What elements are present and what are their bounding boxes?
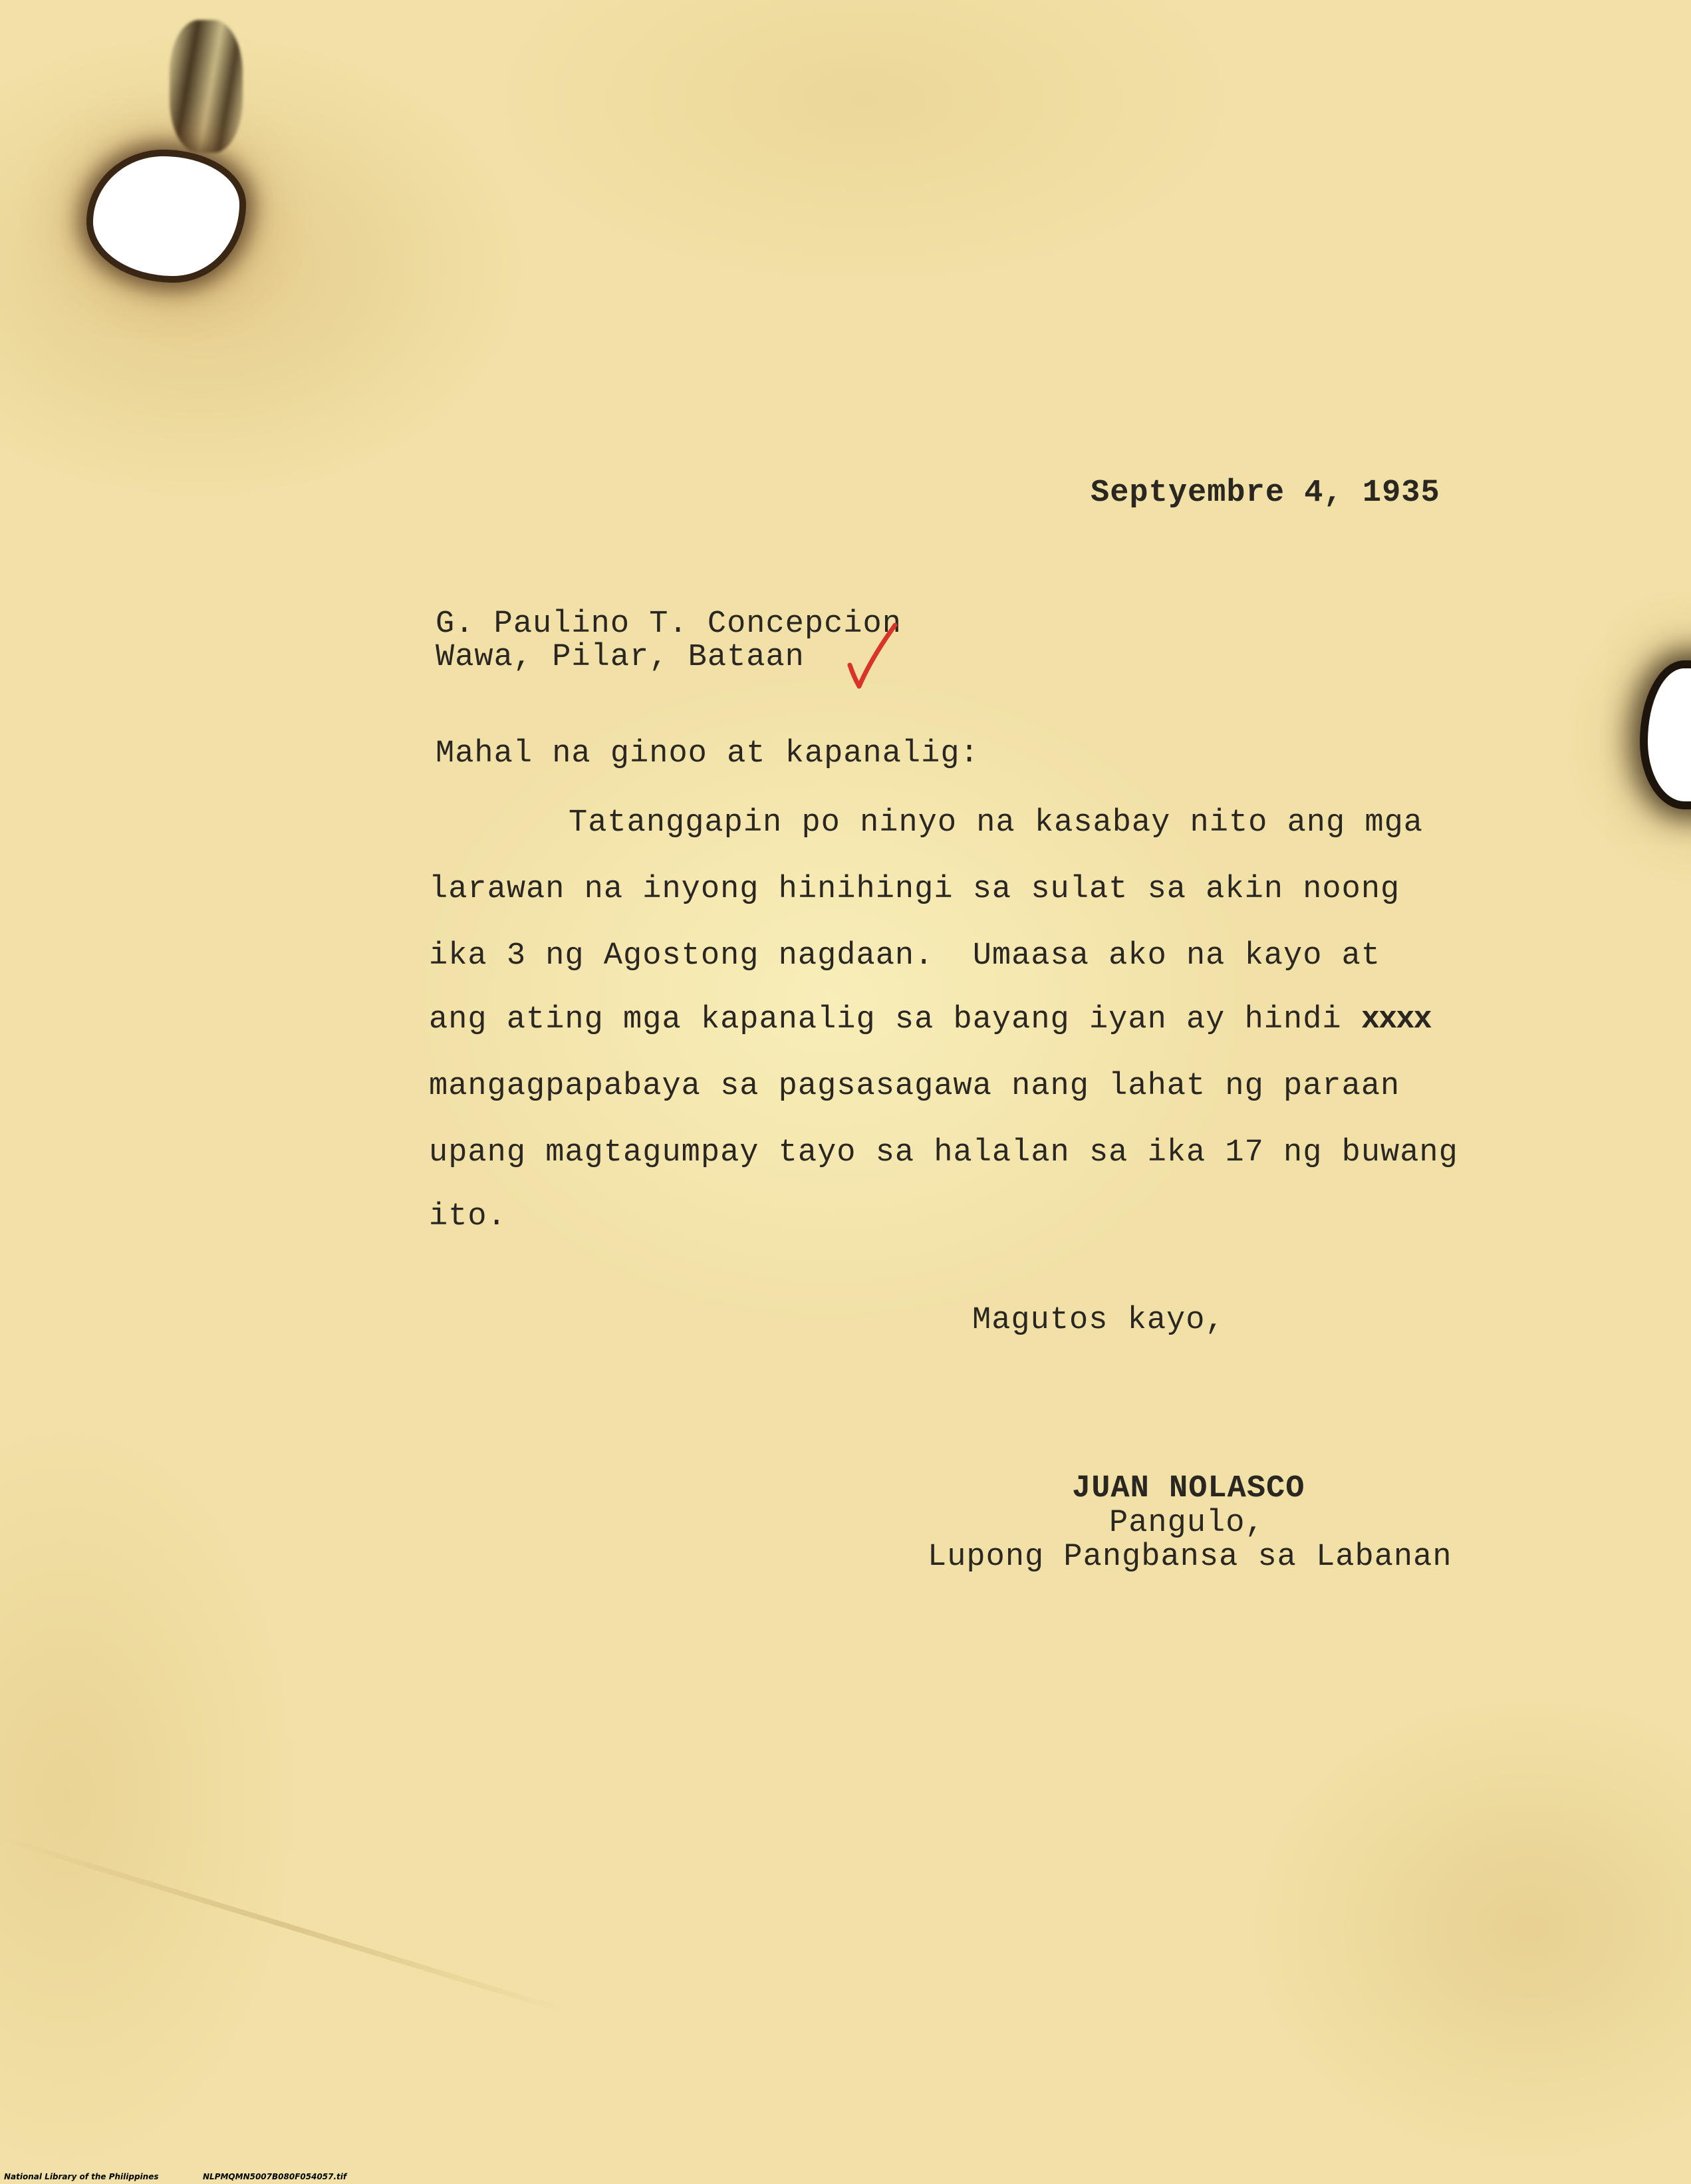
salutation: Mahal na ginoo at kapanalig: [436,736,979,771]
body-line: Tatanggapin po ninyo na kasabay nito ang mga [569,805,1424,841]
signatory-organization: Lupong Pangbansa sa Labanan [928,1540,1452,1575]
signatory-name: JUAN NOLASCO [1072,1471,1305,1506]
burn-streak [170,20,243,153]
letter-date: Septyembre 4, 1935 [1091,476,1440,511]
body-line-text: ang ating mga kapanalig sa bayang iyan ay hindi [429,1002,1361,1037]
body-line: larawan na inyong hinihingi sa sulat sa akin noong [429,872,1400,907]
red-checkmark-icon [845,618,898,692]
archive-filename: NLPMQMN5007B080F054057.tif [203,2172,347,2181]
closing: Magutos kayo, [972,1303,1225,1338]
struck-out-text: xxxx [1361,1002,1431,1037]
body-line: upang magtagumpay tayo sa halalan sa ika 17 ng buwang [429,1135,1458,1170]
signatory-title: Pangulo, [1109,1506,1265,1541]
body-line: ika 3 ng Agostong nagdaan. Umaasa ako na kayo at [429,938,1381,974]
body-line: mangagpapabaya sa pagsasagawa nang lahat ng paraan [429,1069,1400,1104]
recipient-name: G. Paulino T. Concepcion [436,607,902,642]
body-line: ito. [429,1199,507,1234]
recipient-address: Wawa, Pilar, Bataan [436,640,805,675]
archive-credit: National Library of the Philippines [4,2172,159,2181]
body-line [429,1004,1431,1035]
